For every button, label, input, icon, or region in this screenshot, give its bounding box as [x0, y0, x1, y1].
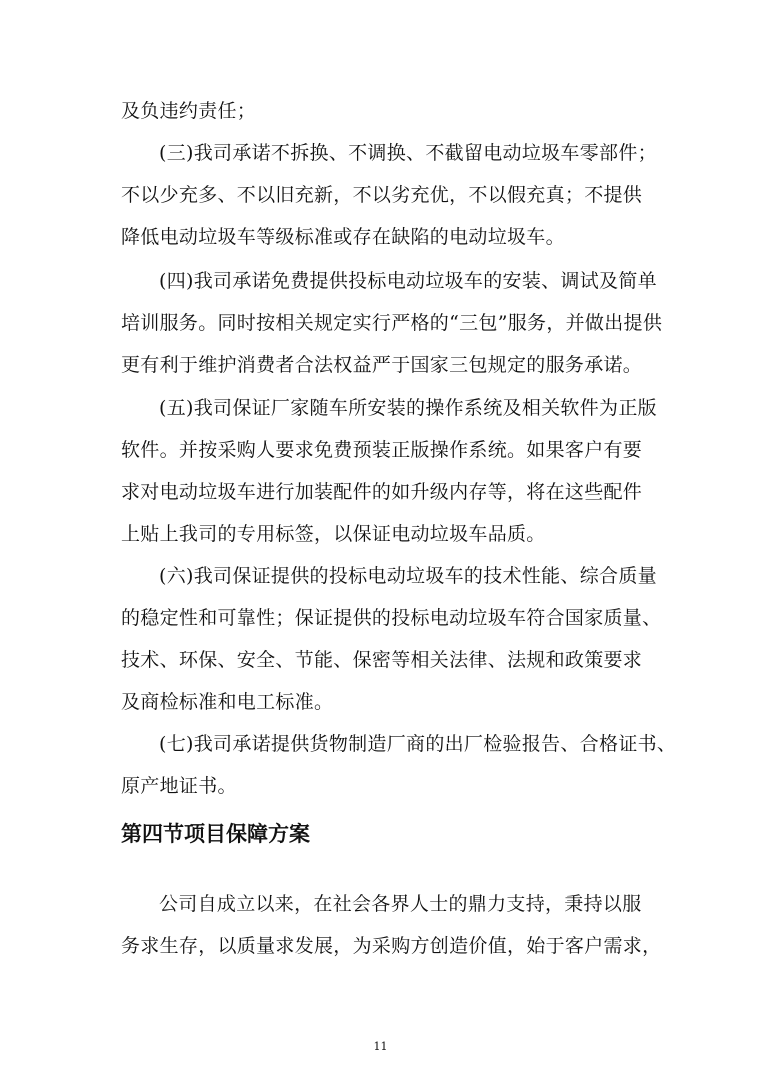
text-line-3: 不以少充多、不以旧充新，不以劣充优，不以假充真；不提供 [121, 184, 643, 206]
text-line-5: (四)我司承诺免费提供投标电动垃圾车的安装、调试及简单 [159, 270, 657, 292]
text-line-8: (五)我司保证厂家随车所安装的操作系统及相关软件为正版 [159, 397, 657, 419]
section-text-line-2: 务求生存，以质量求发展，为采购方创造价值，始于客户需求， [121, 935, 662, 957]
section-text-line-1: 公司自成立以来，在社会各界人士的鼎力支持，秉持以服 [159, 893, 642, 915]
text-line-12: (六)我司保证提供的投标电动垃圾车的技术性能、综合质量 [159, 565, 657, 587]
text-line-16: (七)我司承诺提供货物制造厂商的出厂检验报告、合格证书、 [159, 733, 677, 755]
text-line-7: 更有利于维护消费者合法权益严于国家三包规定的服务承诺。 [121, 354, 643, 376]
text-line-10: 求对电动垃圾车进行加装配件的如升级内存等，将在这些配件 [121, 481, 643, 503]
text-line-4: 降低电动垃圾车等级标准或存在缺陷的电动垃圾车。 [121, 226, 565, 248]
text-line-2: (三)我司承诺不拆换、不调换、不截留电动垃圾车零部件； [159, 142, 657, 164]
text-line-17: 原产地证书。 [121, 775, 237, 797]
page-number: 11 [373, 1040, 388, 1053]
text-line-1: 及负违约责任； [121, 100, 257, 122]
text-line-15: 及商检标准和电工标准。 [121, 691, 334, 713]
text-line-6: 培训服务。同时按相关规定实行严格的“三包”服务，并做出提供 [121, 312, 663, 334]
text-line-11: 上贴上我司的专用标签，以保证电动垃圾车品质。 [121, 523, 546, 545]
text-line-13: 的稳定性和可靠性；保证提供的投标电动垃圾车符合国家质量、 [121, 607, 662, 629]
section-heading: 第四节项目保障方案 [121, 822, 310, 846]
text-line-9: 软件。并按采购人要求免费预装正版操作系统。如果客户有要 [121, 439, 643, 461]
text-line-14: 技术、环保、安全、节能、保密等相关法律、法规和政策要求 [121, 649, 643, 671]
